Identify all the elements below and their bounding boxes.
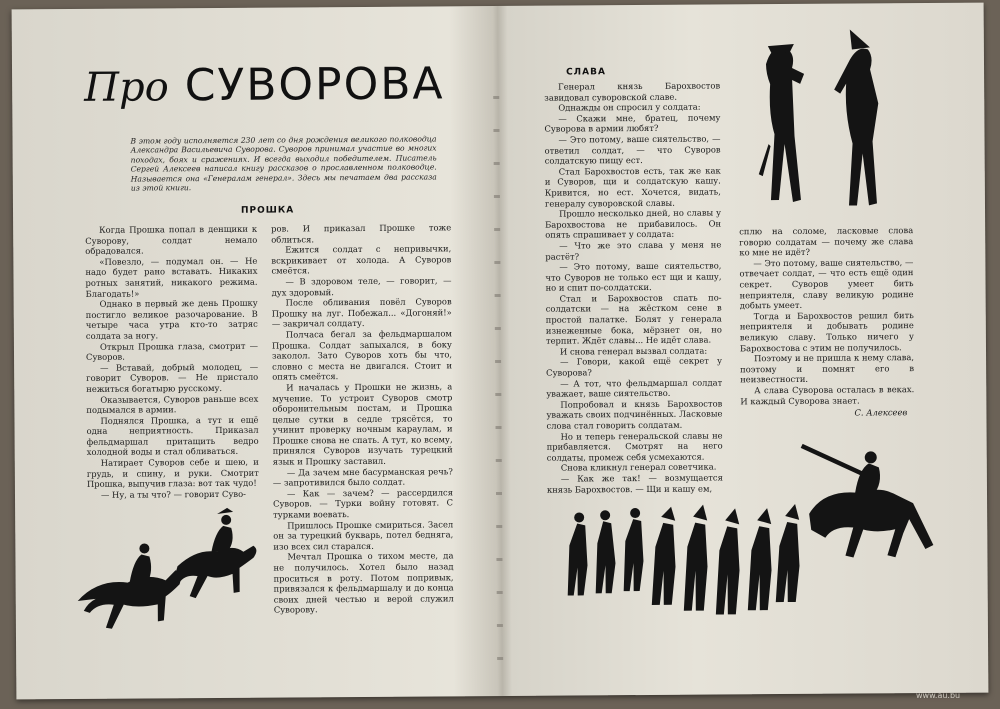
paragraph: — Что же это слава у меня не растёт? (545, 239, 722, 262)
soldiers-illustration (563, 433, 944, 636)
paragraph: Полчаса бегал за фельдмаршалом Прошка. Солдат запыхался, в боку заколол. Зато Суворов хоть бы что, словно с места не двигался. Стоит и опять смеётся. (271, 328, 453, 382)
left-page (12, 6, 501, 699)
paragraph: — Как же так! — возмущается князь Барохвостов. — Щи и кашу ем, (546, 472, 723, 495)
paragraph: — Это потому, ваше сиятельство, что Суворов не только ест щи и кашу, но и спит по-солдатски. (545, 260, 722, 293)
paragraph: — Вставай, добрый молодец, — говорит Суворов. — Не пристало нежиться богатырю русскому. (86, 361, 259, 394)
paragraph: сплю на соломе, ласковые слова говорю солдатам — почему же слава ко мне не идёт? (739, 225, 914, 258)
paragraph: Открыл Прошка глаза, смотрит — Суворов. (85, 340, 258, 363)
right-page (500, 3, 989, 696)
intro-paragraph: В этом году исполняется 230 лет со дня рождения великого полководца Александра Васильевича Суворова. Суворов принимал участие во многих походах, боях и сражениях. И всегда выходил победителем. Писатель Сергей Алексеев написал книгу рассказов о прославленном полководце. Называется она «Генералам генерал». Здесь мы печатаем два рассказа из этой книги. (130, 134, 437, 193)
paragraph: А слава Суворова осталась в веках. И каждый Суворова знает. (740, 384, 915, 406)
horsemen-illustration (67, 500, 268, 651)
paragraph: Генерал князь Барохвостов завидовал суворовской славе. (544, 80, 721, 103)
paragraph: ров. И приказал Прошке тоже облиться. (271, 222, 452, 245)
paragraph: Попробовал и князь Барохвостов уважать своих подчинённых. Ласковые слова стал говорить солдатам. (546, 398, 723, 431)
paragraph: — Да зачем мне басурманская речь? — запротивился было солдат. (272, 465, 453, 488)
paragraph: — Как — зачем? — рассердился Суворов. — Турки войну готовят. С турками воевать. (273, 487, 454, 520)
paragraph: После обливания повёл Суворов Прошку на луг. Побежал... «Догоняй!» — закричал солдату. (271, 296, 452, 329)
paragraph: Но и теперь генеральской славы не прибавляется. Смотрят на него солдаты, промеж себя усмехаются. (546, 430, 723, 463)
paragraph: — А тот, что фельдмаршал солдат уважает, ваше сиятельство. (546, 377, 723, 399)
paragraph: Когда Прошка попал в денщики к Суворову, солдат немало обрадовался. (85, 223, 258, 257)
paragraph: Однажды он спросил у солдата: (558, 101, 701, 113)
story-title-proshka: ПРОШКА (240, 205, 295, 216)
paragraph: «Повезло, — подумал он. — Не надо будет рано вставать. Никаких ротных занятий, никакого режима. Благодать!» (85, 255, 258, 299)
paragraph: Прошло несколько дней, но славы у Барохвостова не прибавилось. Он опять спрашивает у солдата: (545, 207, 722, 240)
paragraph: И началась у Прошки не жизнь, а мучение. То устроит Суворов смотр оборонительным постам, и Прошка целые сутки в седле трясётся, то учинит проверку ночным караулам, и Прошке снова не спать. А тут, ко всему, принялся Суворов изучать турецкий язык и Прошку заставил. (272, 381, 453, 467)
paragraph: Однако в первый же день Прошку постигло великое разочарование. В четыре часа утра кто-то затряс солдата за ногу. (85, 297, 258, 341)
magazine-spread (12, 3, 989, 700)
paragraph: Стал и Барохвостов спать по-солдатски — на жёстком сене в простой палатке. Болят у генерала изнеженные бока, мёрзнет он, но терпит. Ждёт славы... Не идёт слава. (545, 292, 722, 346)
paragraph: — Скажи мне, братец, почему Суворова в армии любят? (544, 112, 721, 135)
paragraph: Снова кликнул генерал советчика. (560, 461, 717, 473)
paragraph: И снова генерал вызвал солдата: (559, 345, 708, 357)
paragraph: Стал Барохвостов есть, так же как и Суворов, щи и солдатскую кашу. Кривится, но ест. Хочется, видать, генералу суворовской славы. (544, 165, 721, 209)
paragraph: Мечтал Прошка о тихом месте, да не получилось. Хотел было назад проситься в роту. Потом попривык, привязался к фельдмаршалу и до конца своих дней честью и верой служил Суворову. (273, 550, 454, 615)
title-part-1: Про (83, 64, 169, 111)
article-title (84, 58, 445, 112)
officers-illustration (746, 23, 897, 220)
proshka-column-1 (85, 224, 259, 501)
paragraph: Поднялся Прошка, а тут и ещё одна неприятность. Приказал фельдмаршал притащить ведро холодной воды и стал обливаться. (86, 414, 259, 458)
watermark: www.au.bu (916, 691, 961, 700)
title-part-2: СУВОРОВА (184, 58, 445, 112)
slava-column-1 (544, 80, 723, 494)
paragraph: — Это потому, ваше сиятельство, — ответил солдат, — что Суворов солдатскую пищу ест. (544, 133, 721, 166)
paragraph: Оказывается, Суворов раньше всех подымался в армии. (86, 393, 259, 415)
paragraph: Пришлось Прошке смириться. Засел он за турецкий букварь, потел бедняга, изо всех сил старался. (273, 518, 454, 552)
paragraph: Натирает Суворов себе и шею, и грудь, и спину, и руки. Смотрит Прошка, выпучив глаза: вот так чудо! (86, 456, 259, 490)
story-title-slava: СЛАВА (566, 67, 606, 78)
paragraph: — Это потому, ваше сиятельство, — отвечает солдат, — что есть ещё один секрет. Суворов умеет бить неприятеля, славу великую родине добыть умеет. (739, 256, 914, 311)
paragraph: Поэтому и не пришла к нему слава, поэтому и помнят его в неизвестности. (740, 352, 915, 385)
paragraph: Ежится солдат с непривычки, вскрикивает от холода. А Суворов смеётся. (271, 243, 452, 276)
slava-column-2 (739, 225, 914, 406)
author-signature: С. Алексеев (854, 407, 908, 418)
paragraph: Тогда и Барохвостов решил бить неприятеля и добывать родине великую славу. Только ничего у Барохвостова с этим не получилось. (739, 309, 914, 353)
paragraph: — Говори, какой ещё секрет у Суворова? (546, 355, 723, 378)
paragraph: — В здоровом теле, — говорит, — дух здоровый. (271, 275, 452, 298)
paragraph: — Ну, а ты что? — говорит Суво- (100, 488, 246, 500)
proshka-column-2 (271, 222, 454, 615)
